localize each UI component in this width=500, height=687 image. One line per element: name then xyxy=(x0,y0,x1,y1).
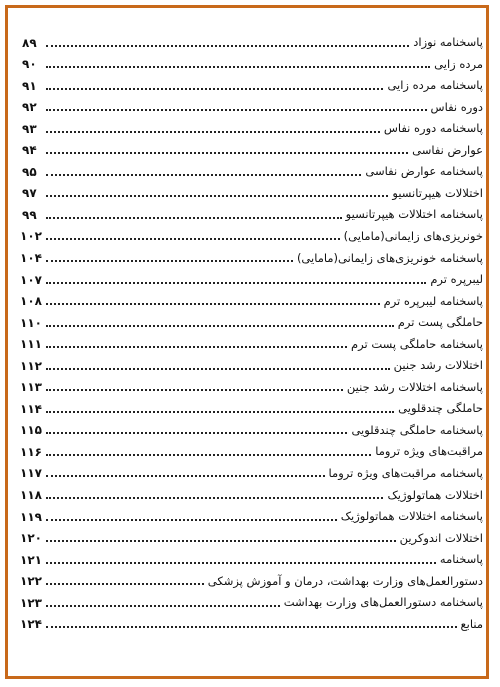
toc-entry[interactable] xyxy=(22,29,483,51)
dot-leader xyxy=(46,131,380,133)
toc-entry-title: پاسخنامه حاملگی پست ترم xyxy=(351,336,483,351)
toc-entry-page-number: ۱۲۴ xyxy=(20,617,42,632)
toc-entry-page-number: ۱۰۲ xyxy=(20,229,42,244)
toc-entry-title: پاسخنامه مراقبت‌های ویژه تروما xyxy=(328,465,483,480)
toc-entry[interactable] xyxy=(22,374,483,396)
toc-entry-title: پاسخنامه مرده زایی xyxy=(387,78,483,93)
dot-leader xyxy=(46,174,361,176)
toc-entry-page-number: ۹۰ xyxy=(22,57,37,72)
toc-entry-page-number: ۸۹ xyxy=(22,35,37,50)
dot-leader xyxy=(46,66,430,68)
toc-entry-page-number: ۹۱ xyxy=(22,78,37,93)
toc-entry[interactable] xyxy=(22,51,483,73)
toc-entry[interactable] xyxy=(22,115,483,137)
toc-entry[interactable] xyxy=(22,525,483,547)
toc-entry-title: منابع xyxy=(460,616,483,631)
toc-entry[interactable] xyxy=(22,331,483,353)
toc-entry-title: پاسخنامه خونریزی‌های زایمانی(مامایی) xyxy=(296,250,483,265)
dot-leader xyxy=(46,562,436,564)
dot-leader xyxy=(46,432,347,434)
toc-entry[interactable] xyxy=(22,309,483,331)
toc-entry-page-number: ۱۱۱ xyxy=(20,337,42,352)
dot-leader xyxy=(46,411,394,413)
toc-entry[interactable] xyxy=(22,352,483,374)
toc-entry-page-number: ۱۱۶ xyxy=(20,444,42,459)
dot-leader xyxy=(46,389,343,391)
toc-entry-page-number: ۱۰۸ xyxy=(20,294,42,309)
toc-entry-page-number: ۱۱۴ xyxy=(20,401,42,416)
toc-entry-page-number: ۱۱۹ xyxy=(20,509,42,524)
toc-entry-page-number: ۹۵ xyxy=(22,164,37,179)
dot-leader xyxy=(46,368,390,370)
toc-entry-title: خونریزی‌های زایمانی(مامایی) xyxy=(343,228,483,243)
dot-leader xyxy=(46,346,347,348)
dot-leader xyxy=(46,519,337,521)
toc-entry-title: پاسخنامه نوزاد xyxy=(413,35,483,50)
dot-leader xyxy=(46,217,342,219)
toc-entry-title: پاسخنامه اختلالات هماتولوژیک xyxy=(340,509,483,524)
toc-entry-page-number: ۱۱۸ xyxy=(20,488,42,503)
toc-entry-page-number: ۱۱۷ xyxy=(20,466,42,481)
toc-entry[interactable] xyxy=(22,503,483,525)
dot-leader xyxy=(46,45,409,47)
dot-leader xyxy=(46,195,388,197)
dot-leader xyxy=(46,475,325,477)
dot-leader xyxy=(46,454,371,456)
toc-entry[interactable] xyxy=(22,481,483,503)
toc-entry[interactable] xyxy=(22,72,483,94)
toc-entry[interactable] xyxy=(22,223,483,245)
toc-entry-title: اختلالات هماتولوژیک xyxy=(387,487,483,502)
toc-entry[interactable] xyxy=(22,611,483,633)
toc-entry-title: اختلالات هیپرتانسیو xyxy=(392,185,483,200)
dot-leader xyxy=(46,325,394,327)
toc-entry-title: دوره نفاس xyxy=(430,99,483,114)
toc-entry-title: مراقبت‌های ویژه تروما xyxy=(375,444,483,459)
toc-entry-title: پاسخنامه دوره نفاس xyxy=(383,121,483,136)
dot-leader xyxy=(46,109,427,111)
toc-entry-title: پاسخنامه اختلالات رشد جنین xyxy=(346,379,483,394)
toc-entry-page-number: ۱۲۲ xyxy=(20,574,42,589)
toc-entry[interactable] xyxy=(22,94,483,116)
dot-leader xyxy=(46,303,380,305)
toc-entry-page-number: ۱۲۰ xyxy=(20,531,42,546)
toc-entry-page-number: ۱۱۲ xyxy=(20,358,42,373)
dot-leader xyxy=(46,626,457,628)
toc-entry-page-number: ۹۲ xyxy=(22,100,37,115)
toc-entry[interactable] xyxy=(22,417,483,439)
toc-entry[interactable] xyxy=(22,288,483,310)
toc-entry-page-number: ۱۲۳ xyxy=(20,595,42,610)
toc-entry-page-number: ۹۴ xyxy=(22,143,37,158)
toc-entry-title: دستورالعمل‌های وزارت بهداشت، درمان و آموزش پزشکی xyxy=(207,573,483,588)
toc-entry[interactable] xyxy=(22,244,483,266)
toc-entry-page-number: ۹۳ xyxy=(22,121,37,136)
toc-entry[interactable] xyxy=(22,201,483,223)
toc-entry-page-number: ۱۲۱ xyxy=(20,552,42,567)
toc-entry-title: اختلالات اندوکرین xyxy=(399,530,483,545)
toc-entry[interactable] xyxy=(22,266,483,288)
toc-entry[interactable] xyxy=(22,137,483,159)
toc-entry[interactable] xyxy=(22,158,483,180)
dot-leader xyxy=(46,238,340,240)
toc-entry-page-number: ۱۱۳ xyxy=(20,380,42,395)
toc-entry-title: پاسخنامه لیبرپره ترم xyxy=(383,293,483,308)
dot-leader xyxy=(46,605,280,607)
toc-entry[interactable] xyxy=(22,395,483,417)
toc-entry-title: پاسخنامه حاملگی چندقلویی xyxy=(351,422,483,437)
toc-entry[interactable] xyxy=(22,438,483,460)
toc-entry[interactable] xyxy=(22,460,483,482)
toc-entry-title: عوارض نفاسی xyxy=(412,142,483,157)
toc-entry-title: لیبرپره ترم xyxy=(430,272,483,287)
dot-leader xyxy=(46,497,383,499)
dot-leader xyxy=(46,152,408,154)
toc-entry-title: اختلالات رشد جنین xyxy=(393,358,483,373)
toc-entry-title: مرده زایی xyxy=(434,56,483,71)
dot-leader xyxy=(46,540,396,542)
toc-entry[interactable] xyxy=(22,180,483,202)
toc-entry-page-number: ۱۱۵ xyxy=(20,423,42,438)
toc-entry-title: پاسخنامه xyxy=(439,552,483,567)
toc-entry-title: حاملگی چندقلویی xyxy=(398,401,483,416)
toc-entry[interactable] xyxy=(22,546,483,568)
toc-entry-title: پاسخنامه دستورالعمل‌های وزارت بهداشت xyxy=(283,595,483,610)
toc-entry-page-number: ۹۷ xyxy=(22,186,37,201)
toc-entry-title: پاسخنامه عوارض نفاسی xyxy=(365,164,483,179)
table-of-contents xyxy=(22,29,483,632)
toc-entry[interactable] xyxy=(22,568,483,590)
toc-entry-page-number: ۱۰۴ xyxy=(20,251,42,266)
toc-entry-title: حاملگی پست ترم xyxy=(397,315,483,330)
dot-leader xyxy=(46,260,293,262)
toc-entry-page-number: ۹۹ xyxy=(22,207,37,222)
toc-entry-page-number: ۱۰۷ xyxy=(20,272,42,287)
dot-leader xyxy=(46,282,426,284)
dot-leader xyxy=(46,88,383,90)
dot-leader xyxy=(46,583,204,585)
toc-entry-page-number: ۱۱۰ xyxy=(20,315,42,330)
toc-entry-title: پاسخنامه اختلالات هیپرتانسیو xyxy=(345,207,483,222)
toc-entry[interactable] xyxy=(22,589,483,611)
